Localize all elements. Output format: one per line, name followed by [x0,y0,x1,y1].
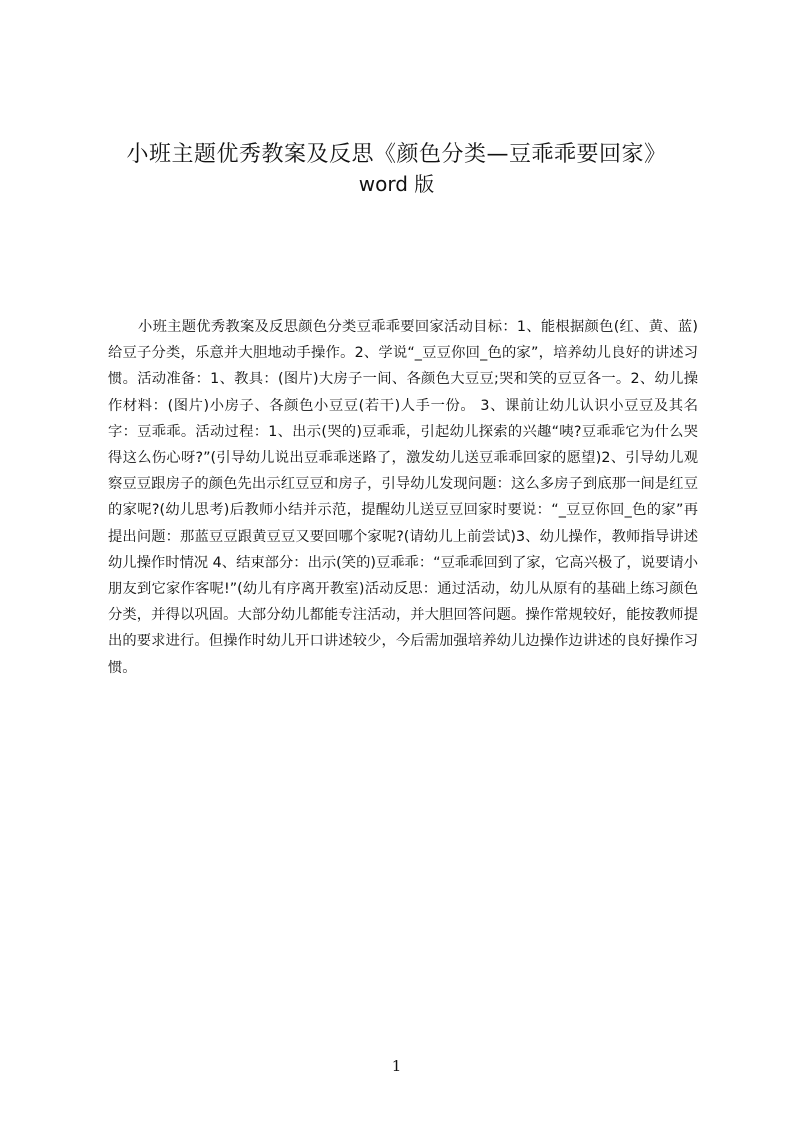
body-paragraph: 小班主题优秀教案及反思颜色分类豆乖乖要回家活动目标：1、能根据颜色(红、黄、蓝)给豆子分类，乐意并大胆地动手操作。2、学说“_豆豆你回_色的家”，培养幼儿良好的讲述习惯。活动准备：1、教具：(图片)大房子一间、各颜色大豆豆;哭和笑的豆豆各一。2、幼儿操作材料：(图片)小房子、各颜色小豆豆(若干)人手一份。 3、课前让幼儿认识小豆豆及其名字：豆乖乖。活动过程：1、出示(哭的)豆乖乖，引起幼儿探索的兴趣“咦?豆乖乖它为什么哭得这么伤心呀?”(引导幼儿说出豆乖乖迷路了，激发幼儿送豆乖乖回家的愿望)2、引导幼儿观察豆豆跟房子的颜色先出示红豆豆和房子，引导幼儿发现问题：这么多房子到底那一间是红豆的家呢?(幼儿思考)后教师小结并示范，提醒幼儿送豆豆回家时要说：“_豆豆你回_色的家”再提出问题：那蓝豆豆跟黄豆豆又要回哪个家呢?(请幼儿上前尝试)3、幼儿操作，教师指导讲述幼儿操作时情况 4、结束部分：出示(笑的)豆乖乖：“豆乖乖回到了家，它高兴极了，说要请小朋友到它家作客呢!”(幼儿有序离开教室)活动反思：通过活动，幼儿从原有的基础上练习颜色分类，并得以巩固。大部分幼儿都能专注活动，并大胆回答问题。操作常规较好，能按教师提出的要求进行。但操作时幼儿开口讲述较少，今后需加强培养幼儿边操作边讲述的良好操作习惯。 [108,319,698,676]
document-title [80,140,713,198]
title-line-1: 小班主题优秀教案及反思《颜色分类—豆乖乖要回家》 [126,142,667,167]
page-number: 1 [391,1057,402,1075]
title-line-2: word 版 [358,172,435,196]
